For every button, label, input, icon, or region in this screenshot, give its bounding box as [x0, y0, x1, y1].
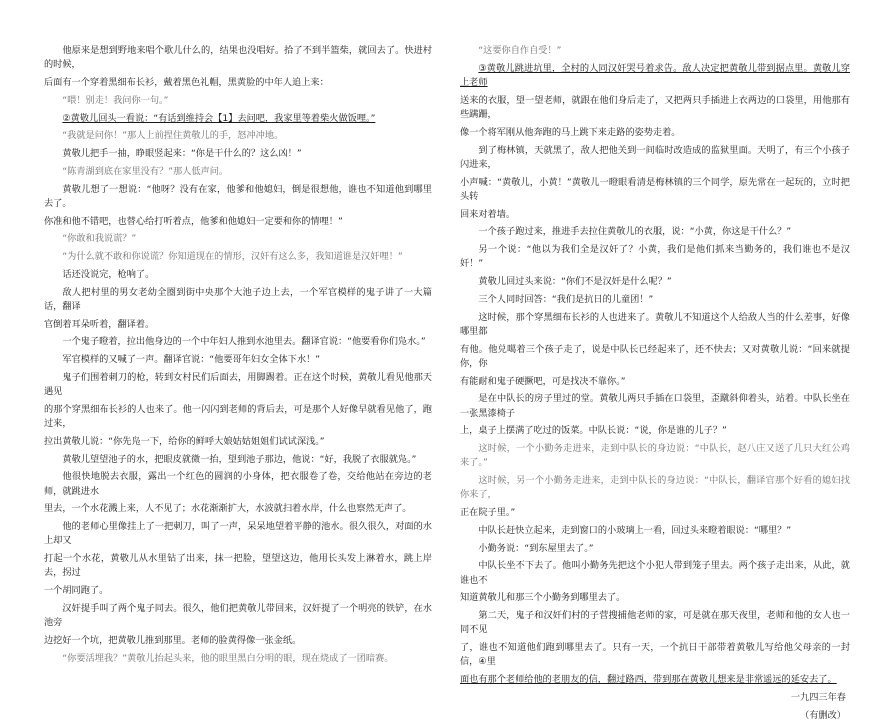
right-paragraph: 这时候，另一个小勤务走进来，走到中队长的身边说：“中队长，翻译官那个好看的媳妇找你来了， [460, 475, 850, 501]
right-paragraph: 第二天，鬼子和汉奸们村的子营搜捕他老师的家，可是就在那天夜里，老师和他的女人也一同不见 [460, 610, 850, 636]
left-paragraph: 他很快地脱去衣服，露出一个红色的圆润的小身体，把衣服卷了卷，交给他站在旁边的老师，就跳进水 [44, 471, 432, 497]
left-column [44, 44, 432, 669]
right-paragraph: 有他。他兑噶着三个孩子走了，说是中队长已经起来了，还不快去；又对黄敬儿说：“回来就提你，你 [460, 343, 850, 369]
right-paragraph: 中队长坐不下去了。他叫小勤务先把这个小犯人带到笼子里去。两个孩子走出来，从此，就谁也不 [460, 560, 850, 586]
right-paragraph: 有能耐和鬼子硬撅吧，可是找决不靠你。” [460, 375, 626, 387]
right-paragraph: 黄敬儿回过头来说：“你们不是汉奸是什么呢？” [478, 276, 672, 287]
underlined-text: 面也有那个老师给他的老朋友的信，翻过路西，带到那在黄敬儿想来是非常遥远的延安去了。 [460, 674, 837, 685]
right-paragraph: 是在中队长的房子里过的堂。黄敬儿两只手插在口袋里，歪蹴斜仰着头，站着。中队长坐在一张黑漆椅子 [460, 393, 850, 419]
right-paragraph: 另一个说：“他以为我们全是汉奸了？小黄，我们是他们抓来当勤务的，我们谁也不是汉奸！” [460, 244, 850, 270]
left-paragraph: 后面有一个穿着黑细布长衫，戴着黑色礼帽，黑黄脸的中年人追上来： [44, 77, 329, 88]
left-paragraph: “你要活埋我？”黄敬儿抬起头来，他的眼里黑白分明的眼，现在烧成了一团暗赛。 [62, 652, 394, 664]
left-paragraph: 一个鬼子瞪着，拉出他身边的一个中年妇人推到水池里去。翻译官说：“他要看你们凫水。” [62, 336, 426, 348]
left-paragraph: 的那个穿黑细布长衫的人也来了。他一闪闪到老师的背后去，可是那个人好像早就看见他了，跑过来， [44, 403, 432, 429]
right-paragraph: “这要你自作自受！” [478, 45, 562, 56]
left-paragraph: 黄敬儿把手一抽，睁眼竖起来：“你是干什么的？这么凶！” [62, 148, 302, 159]
left-paragraph [44, 112, 432, 126]
right-paragraph: 像一个将军刚从他奔跑的马上跳下来走路的姿势走着。 [460, 126, 681, 138]
underlined-text: ③黄敬儿跳进坑里，全村的人同汉奸哭号着求告。敌人决定把黄敬儿带到据点里。黄敬儿穿上老师 [460, 62, 850, 88]
right-paragraph: 这时候，一个小勤务走进来，走到中队长的身边说：“中队长，赵八庄又送了几只大红公鸡来了。” [460, 443, 850, 469]
right-paragraph: 到了梅林镇，天就黑了，敌人把他关到一间临时改造成的监狱里面。天明了，有三个小孩子闪进来， [460, 144, 850, 170]
left-paragraph: 敌人把村里的男女老幼全圈到街中央那个大池子边上去，一个军官模样的鬼子讲了一大篇话，翻译 [44, 286, 432, 312]
left-paragraph: 官倒着耳朵听着，翻译着。 [44, 318, 155, 330]
left-paragraph: 话还没说完，枪响了。 [62, 268, 155, 280]
right-paragraph: 了，谁也不知道他们跑到哪里去了。只有一天，一个抗日干部带着黄敬儿写给他父母亲的一封信，④里 [460, 642, 850, 668]
left-paragraph: 汉奸提手叫了两个鬼子同去。很久，他们把黄敬儿带回来，汉奸提了一个明亮的铁铲，在水池旁 [44, 602, 432, 628]
right-paragraph [460, 62, 850, 91]
right-column [460, 44, 850, 726]
right-paragraph: 送来的衣服，望一望老师，就跟在他们身后走了，又把两只手插进上衣两边的口袋里，用他那有些蹒跚， [460, 94, 850, 120]
left-paragraph: “喂！别走！我问你一句。” [62, 94, 169, 106]
left-paragraph: 他的老师心里像挂上了一把刺刀，叫了一声，呆呆地望着平静的池水。很久很久，对面的水上却又 [44, 521, 432, 547]
right-paragraph: 三个人同时回答：“我们是抗日的儿童团！” [478, 293, 654, 305]
left-paragraph: 一个胡同跑了。 [44, 585, 109, 596]
left-paragraph: 打起一个水花，黄敬儿从水里钻了出来，抹一把脸，望望这边，他用长头发上淋着水，跳上岸去，拐过 [44, 553, 432, 579]
right-paragraph: 知道黄敬儿和那三个小勤务到哪里去了。 [460, 592, 626, 604]
underlined-text: ②黄敬儿回头一看说：“有话到维持会【1】去问吧，我家里等着柴火做饭哩。” [62, 112, 376, 124]
left-paragraph: 你准和他不错吧，也替心给打听着点，他爹和他媳妇一定要和你的情哩！” [44, 215, 343, 227]
right-paragraph: 正在院子里。” [460, 507, 516, 518]
right-paragraph: 小勤务说：“到东屋里去了。” [478, 542, 594, 554]
left-paragraph: 拉出黄敬儿说：“你先凫一下，给你的鲜呼大娘姑姑姐姐们试试深浅。” [44, 435, 325, 447]
right-paragraph: 这时候，那个穿黑细布长衫的人也进来了。黄敬儿不知道这个人给敌人当的什么差事，好像哪里都 [460, 311, 850, 337]
left-paragraph: 他原来是想到野地来唱个歌儿什么的，结果也没唱好。拾了不到半篮柴，就回去了。快进村的时候， [44, 45, 432, 71]
left-paragraph: 军官模样的又喊了一声。翻译官说：“他要哥年妇女全体下水！” [62, 354, 320, 365]
left-paragraph: 里去，一个水花溅上来，人不见了；水花渐渐扩大，水波就扫着水岸，什么也察然无声了。 [44, 503, 412, 515]
right-paragraph: 一九四三年春 [790, 691, 846, 703]
right-paragraph: 中队长赶快立起来，走到窗口的小玻璃上一看，回过头来瞪着眼说：“哪里？” [478, 524, 792, 536]
left-paragraph: 黄敬儿望望池子的水，把眼皮就微一抬，望到池子那边，他说：“好，我脱了衣服就凫。” [62, 453, 417, 465]
left-paragraph: “你敢和我说谎？” [62, 233, 137, 245]
right-paragraph: 回来对着墙。 [460, 208, 516, 220]
right-paragraph: 小声喊：“黄敬儿，小黄！”黄敬儿一瞪眼看清是梅林镇的三个同学，原先常在一起玩的，立时把头转 [460, 176, 850, 202]
left-paragraph: 黄敬儿想了一想说：“他呀？没有在家，他爹和他媳妇，倒是很想他，谁也不知道他到哪里去了。 [44, 183, 432, 209]
right-paragraph [460, 673, 850, 687]
left-paragraph: 边挖好一个坑，把黄敬儿推到那里。老师的脸黄得像一张金纸。 [44, 634, 302, 646]
left-paragraph: “我就是问你！”那人上前捏住黄敬儿的手，怒冲冲地。 [62, 130, 284, 142]
left-paragraph: 鬼子们围着刺刀的枪，转到女村民们后面去，用脚踢着。正在这个时候，黄敬儿看见他那天遇见 [44, 371, 432, 397]
left-paragraph: “为什么就不敢和你说谎？你知道现在的情形，汉奸有这么多，我知道谁是汉奸哩！” [62, 251, 403, 262]
right-paragraph: （有删改） [800, 709, 846, 721]
right-paragraph: 上，桌子上摆满了吃过的饭菜。中队长说：“说，你是谁的儿子？” [460, 425, 727, 437]
right-paragraph: 一个孩子跑过来，推进手去拉住黄敬儿的衣服，说：“小黄，你这是干什么？” [478, 226, 792, 238]
left-paragraph: “陈青湖到底在家里没有？”那人低声问。 [62, 165, 229, 177]
